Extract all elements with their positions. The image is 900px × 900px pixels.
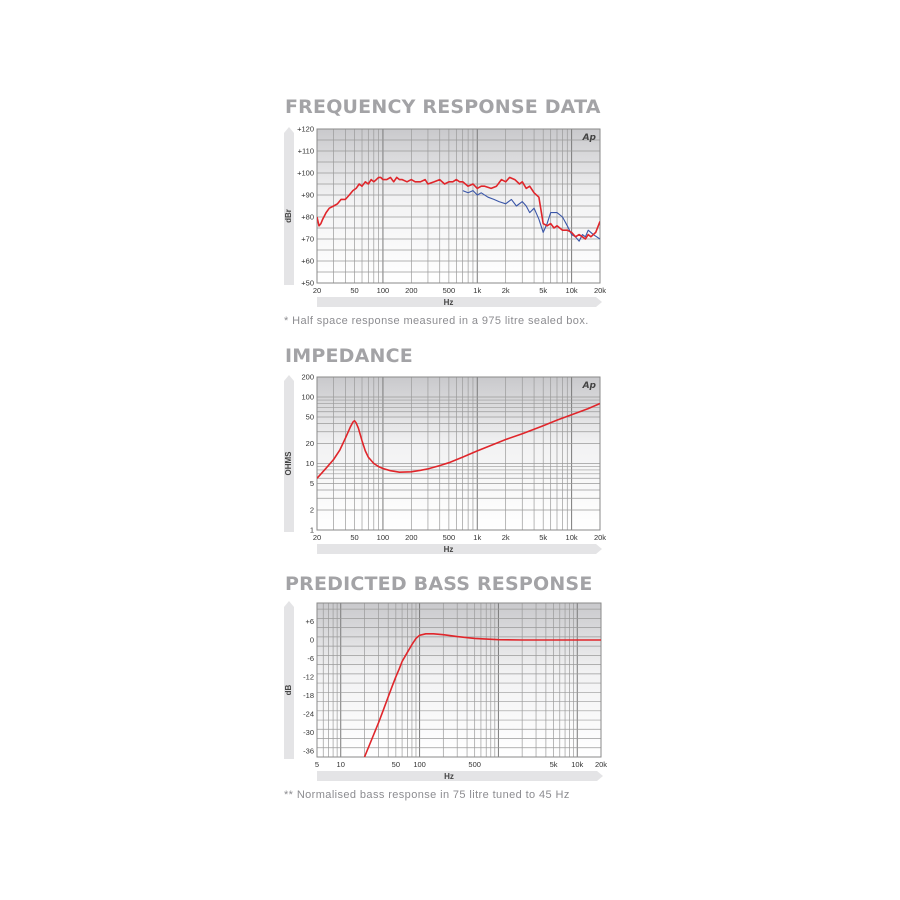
fr-footnote: * Half space response measured in a 975 litre sealed box.	[284, 315, 589, 327]
fr-chart-title: FREQUENCY RESPONSE DATA	[285, 96, 601, 118]
imp-xtick-label: 50	[350, 533, 359, 542]
imp-y-axis-label: OHMS	[284, 451, 293, 476]
imp-ytick-label: 50	[305, 412, 314, 422]
fr-y-axis-label: dBr	[284, 209, 293, 223]
imp-ap-logo: Ap	[582, 381, 596, 391]
bass-x-axis-label: Hz	[444, 772, 454, 781]
fr-ytick-label: +60	[301, 256, 314, 266]
fr-ytick-label: +50	[301, 278, 314, 288]
imp-xtick-label: 5k	[539, 533, 548, 542]
imp-xtick-label: 100	[376, 533, 390, 542]
imp-ytick-label: 100	[301, 392, 314, 402]
imp-ytick-label: 5	[309, 479, 314, 489]
fr-xtick-label: 1k	[473, 286, 482, 295]
bass-xtick-label: 10	[336, 760, 345, 769]
bass-response-chart	[0, 598, 900, 788]
bass-xtick-label: 10k	[571, 760, 584, 769]
frequency-response-chart	[0, 122, 900, 312]
fr-x-axis-label: Hz	[443, 298, 454, 307]
imp-xtick-label: 500	[442, 533, 456, 542]
imp-xtick-label: 2k	[501, 533, 510, 542]
impedance-chart	[0, 370, 900, 560]
fr-y-band	[284, 127, 294, 285]
imp-ytick-label: 20	[305, 438, 314, 448]
fr-ytick-label: +100	[297, 168, 314, 178]
imp-ytick-label: 200	[301, 372, 314, 382]
imp-ytick-label: 1	[309, 525, 314, 535]
fr-xtick-label: 10k	[565, 286, 578, 295]
bass-xtick-label: 500	[468, 760, 481, 769]
bass-footnote: ** Normalised bass response in 75 litre tuned to 45 Hz	[284, 789, 570, 801]
bass-plot-area	[317, 603, 601, 757]
fr-xtick-label: 20	[312, 286, 322, 295]
fr-xtick-label: 20k	[593, 286, 607, 295]
fr-xtick-label: 500	[442, 286, 456, 295]
fr-ytick-label: +90	[301, 190, 314, 200]
fr-xtick-label: 100	[376, 286, 390, 295]
fr-x-band	[317, 297, 602, 307]
imp-xtick-label: 10k	[565, 533, 578, 542]
bass-ytick-label: -18	[303, 690, 314, 700]
imp-xtick-label: 20k	[593, 533, 607, 542]
bass-chart-title: PREDICTED BASS RESPONSE	[285, 573, 593, 595]
fr-ytick-label: +70	[301, 234, 314, 244]
bass-xtick-label: 100	[413, 760, 426, 769]
fr-ytick-label: +80	[301, 212, 314, 222]
bass-ytick-label: -24	[303, 709, 314, 719]
imp-x-axis-label: Hz	[443, 545, 454, 554]
bass-xtick-label: 5k	[549, 760, 558, 769]
fr-ytick-label: +110	[297, 146, 314, 156]
fr-xtick-label: 50	[350, 286, 359, 295]
bass-ytick-label: -30	[303, 727, 314, 737]
imp-ytick-label: 2	[309, 505, 314, 515]
bass-xtick-label: 5	[314, 760, 320, 769]
fr-xtick-label: 200	[405, 286, 418, 295]
imp-xtick-label: 20	[312, 533, 322, 542]
bass-y-axis-label: dB	[284, 684, 293, 696]
bass-ytick-label: +6	[305, 616, 314, 626]
fr-ap-logo: Ap	[582, 133, 596, 143]
fr-ytick-label: +120	[297, 124, 314, 134]
bass-ytick-label: -6	[307, 653, 314, 663]
bass-y-band	[284, 601, 294, 759]
fr-xtick-label: 5k	[539, 286, 548, 295]
imp-xtick-label: 1k	[473, 533, 482, 542]
bass-x-band	[317, 771, 603, 781]
bass-xtick-label: 20k	[594, 760, 608, 769]
imp-x-band	[317, 544, 602, 554]
impedance-chart-title: IMPEDANCE	[285, 345, 413, 367]
bass-ytick-label: -12	[303, 672, 314, 682]
bass-ytick-label: -36	[303, 746, 314, 756]
fr-xtick-label: 2k	[501, 286, 510, 295]
imp-xtick-label: 200	[405, 533, 418, 542]
bass-ytick-label: 0	[309, 635, 314, 645]
imp-ytick-label: 10	[305, 459, 314, 469]
bass-xtick-label: 50	[391, 760, 401, 769]
